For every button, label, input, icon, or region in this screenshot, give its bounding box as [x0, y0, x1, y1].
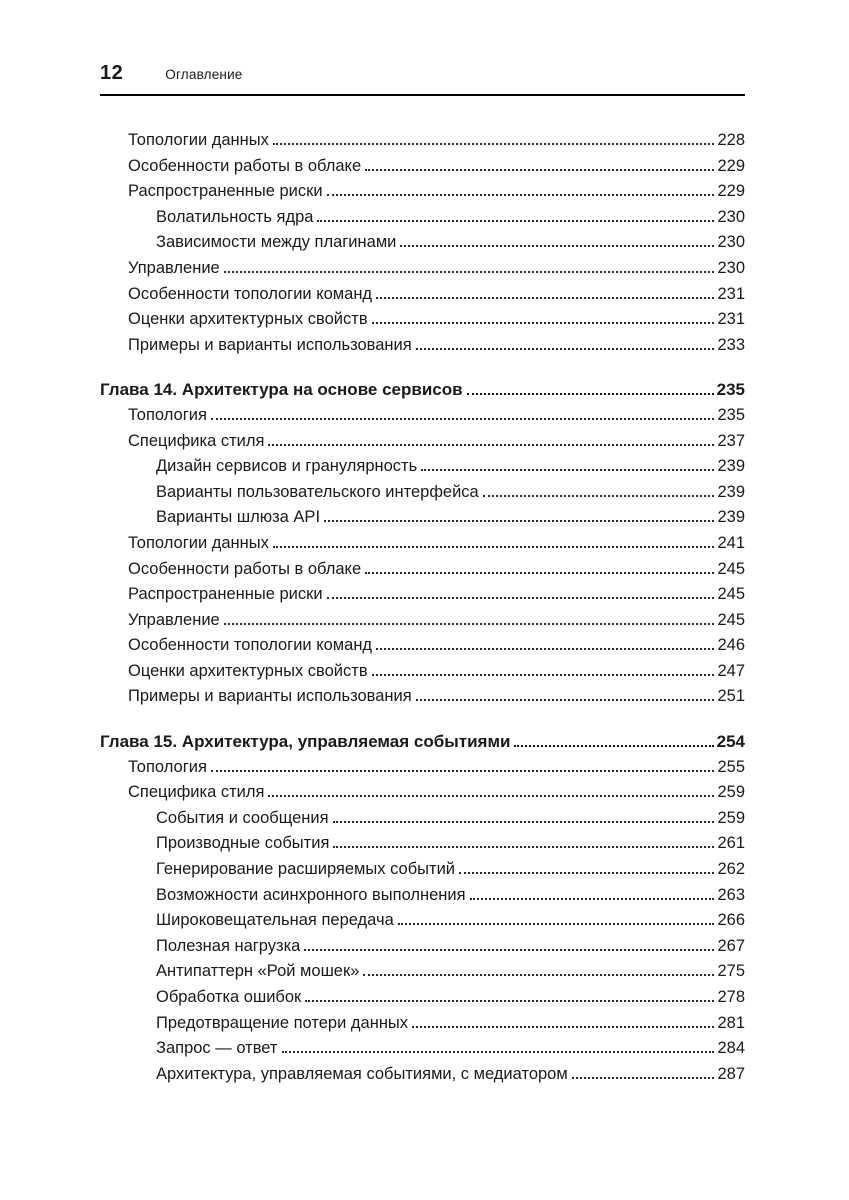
toc-entry-page: 247 [717, 661, 745, 680]
toc-entry-page: 266 [717, 911, 745, 930]
leader-dots [224, 271, 715, 273]
leader-dots [327, 194, 715, 196]
toc-entry-page: 231 [717, 284, 745, 303]
toc-chapter-entry [100, 729, 745, 755]
leader-dots [416, 699, 715, 701]
toc-entry-page: 230 [717, 258, 745, 277]
toc-entry [100, 883, 745, 909]
toc-entry [100, 1062, 745, 1088]
leader-dots [273, 143, 715, 145]
leader-dots [376, 648, 714, 650]
toc-entry [100, 908, 745, 934]
leader-dots [365, 169, 714, 171]
toc-entry-title: Антипаттерн «Рой мошек» [156, 962, 360, 981]
toc-entry-title: Особенности работы в облаке [128, 559, 362, 578]
toc-entry-title: Дизайн сервисов и гранулярность [156, 457, 418, 476]
toc-entry-title: Топология [128, 405, 207, 424]
leader-dots [376, 297, 714, 299]
header-rule [100, 94, 745, 96]
leader-dots [324, 520, 714, 522]
toc-entry-title: Специфика стиля [128, 431, 265, 450]
toc-entry-page: 246 [717, 636, 745, 655]
toc-entry [100, 1011, 745, 1037]
toc-entry [100, 557, 745, 583]
toc-entry [100, 608, 745, 634]
leader-dots [470, 898, 715, 900]
toc-entry-page: 245 [717, 610, 745, 629]
toc-entry-page: 229 [717, 156, 745, 175]
leader-dots [333, 846, 714, 848]
leader-dots [224, 623, 715, 625]
toc-entry-title: Предотвращение потери данных [156, 1013, 409, 1032]
toc-entry-page: 235 [716, 380, 745, 400]
toc-entry-page: 231 [717, 310, 745, 329]
toc-entry-page: 239 [717, 482, 745, 501]
toc-entry [100, 429, 745, 455]
toc-entry-page: 259 [717, 808, 745, 827]
leader-dots [282, 1051, 715, 1053]
leader-dots [572, 1077, 715, 1079]
leader-dots [211, 770, 715, 772]
leader-dots [305, 1000, 714, 1002]
toc-entry-page: 287 [717, 1064, 745, 1083]
leader-dots [317, 220, 714, 222]
page-number: 12 [100, 62, 124, 84]
leader-dots [327, 597, 715, 599]
leader-dots [363, 974, 714, 976]
toc-entry-page: 284 [717, 1039, 745, 1058]
toc-entry [100, 179, 745, 205]
toc-entry [100, 403, 745, 429]
leader-dots [467, 393, 714, 395]
toc-entry [100, 659, 745, 685]
toc-entry [100, 780, 745, 806]
toc-entry [100, 959, 745, 985]
toc-entry-title: Особенности топологии команд [128, 284, 373, 303]
toc-entry-title: Зависимости между плагинами [156, 233, 397, 252]
leader-dots [400, 245, 714, 247]
toc-entry [100, 307, 745, 333]
leader-dots [483, 495, 715, 497]
toc-chapter-entry [100, 377, 745, 403]
toc-entry-page: 278 [717, 988, 745, 1006]
toc-entry [100, 831, 745, 857]
leader-dots [416, 348, 715, 350]
toc-entry-title: Полезная нагрузка [156, 936, 301, 955]
toc-entry [100, 454, 745, 480]
toc-entry [100, 531, 745, 557]
toc-entry-page: 239 [717, 457, 745, 476]
toc-entry-title: Оценки архитектурных свойств [128, 661, 368, 680]
toc-entry [100, 857, 745, 883]
leader-dots [211, 418, 715, 420]
toc-entry-page: 245 [717, 559, 745, 578]
toc-entry [100, 684, 745, 710]
toc-entry-page: 241 [717, 533, 745, 552]
page-header [100, 62, 745, 96]
toc-entry-title: Генерирование расширяемых событий [156, 860, 455, 879]
toc-entry [100, 480, 745, 506]
toc-list [100, 128, 745, 1087]
toc-entry-title: Волатильность ядра [156, 207, 314, 226]
toc-entry-title: Примеры и варианты использования [128, 687, 412, 706]
toc-entry-page: 263 [717, 885, 745, 904]
toc-entry [100, 230, 745, 256]
toc-entry [100, 582, 745, 608]
toc-entry [100, 154, 745, 180]
toc-entry-page: 245 [717, 585, 745, 604]
toc-entry-title: Варианты пользовательского интерфейса [156, 482, 479, 501]
toc-entry [100, 282, 745, 308]
toc-entry-title: Архитектура, управляемая событиями, с медиатором [156, 1064, 568, 1083]
toc-entry-page: 228 [717, 131, 745, 149]
toc-entry-title: Управление [128, 258, 220, 277]
toc-entry-page: 230 [717, 207, 745, 226]
toc-entry-title: Глава 14. Архитектура на основе сервисов [100, 380, 463, 400]
toc-entry-title: Топологии данных [128, 131, 269, 149]
leader-dots [514, 745, 713, 747]
toc-entry [100, 128, 745, 154]
toc-entry-page: 230 [717, 233, 745, 252]
toc-entry-page: 229 [717, 182, 745, 201]
toc-entry-title: Глава 15. Архитектура, управляемая событиями [100, 732, 511, 752]
toc-entry-page: 259 [717, 783, 745, 802]
toc-entry-page: 251 [717, 687, 745, 706]
leader-dots [304, 949, 714, 951]
toc-entry [100, 333, 745, 359]
toc-entry-title: Варианты шлюза API [156, 508, 321, 527]
toc-entry-page: 267 [717, 936, 745, 955]
toc-entry-title: Производные события [156, 834, 330, 853]
toc-entry-title: Управление [128, 610, 220, 629]
toc-entry-title: Оценки архитектурных свойств [128, 310, 368, 329]
toc-entry-page: 233 [717, 335, 745, 354]
toc-entry-title: Примеры и варианты использования [128, 335, 412, 354]
toc-entry [100, 256, 745, 282]
toc-entry-title: Особенности топологии команд [128, 636, 373, 655]
leader-dots [372, 322, 715, 324]
toc-entry [100, 505, 745, 531]
leader-dots [333, 821, 715, 823]
toc-entry [100, 755, 745, 781]
leader-dots [273, 546, 715, 548]
toc-entry [100, 985, 745, 1011]
leader-dots [372, 674, 715, 676]
toc-entry-page: 235 [717, 405, 745, 424]
toc-entry-title: Запрос — ответ [156, 1039, 278, 1058]
leader-dots [365, 572, 714, 574]
toc-entry-page: 275 [717, 962, 745, 981]
toc-entry [100, 806, 745, 832]
leader-dots [398, 923, 715, 925]
toc-entry-title: Широковещательная передача [156, 911, 394, 930]
toc-entry-title: Специфика стиля [128, 783, 265, 802]
toc-entry-title: Распространенные риски [128, 182, 323, 201]
running-head [100, 62, 745, 85]
toc-entry-title: Обработка ошибок [156, 988, 302, 1006]
toc-entry-title: Особенности работы в облаке [128, 156, 362, 175]
leader-dots [421, 469, 714, 471]
toc-entry [100, 205, 745, 231]
running-head-title: Оглавление [165, 67, 243, 82]
leader-dots [412, 1026, 714, 1028]
toc-entry-page: 239 [717, 508, 745, 527]
leader-dots [268, 795, 714, 797]
toc-entry [100, 934, 745, 960]
toc-entry-page: 281 [717, 1013, 745, 1032]
toc-entry-page: 255 [717, 757, 745, 776]
toc-entry-title: Возможности асинхронного выполнения [156, 885, 466, 904]
toc-entry-title: События и сообщения [156, 808, 329, 827]
toc-entry-page: 262 [717, 860, 745, 879]
leader-dots [268, 444, 714, 446]
toc-entry-page: 254 [716, 732, 745, 752]
toc-entry-page: 261 [717, 834, 745, 853]
leader-dots [459, 872, 714, 874]
toc-entry-title: Топологии данных [128, 533, 269, 552]
toc-entry [100, 1036, 745, 1062]
toc-entry-title: Распространенные риски [128, 585, 323, 604]
toc-entry-page: 237 [717, 431, 745, 450]
toc-entry-title: Топология [128, 757, 207, 776]
toc-entry [100, 633, 745, 659]
